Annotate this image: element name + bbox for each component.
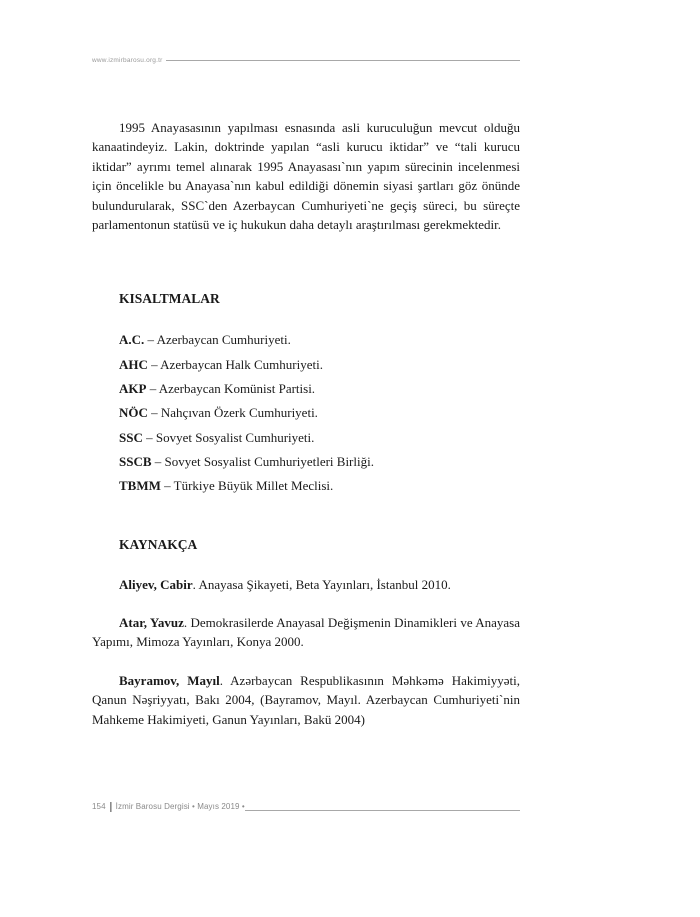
abbr-key: A.C.: [119, 332, 145, 348]
list-item: [92, 353, 520, 377]
page-content: [92, 118, 520, 729]
page-number: 154: [92, 802, 106, 812]
page-footer: [92, 800, 520, 814]
abbr-key: SSCB: [119, 453, 152, 469]
list-item: [92, 328, 520, 352]
list-item: [92, 474, 520, 498]
bibliography-heading: KAYNAKÇA: [119, 536, 198, 552]
header-url: www.izmirbarosu.org.tr: [92, 56, 163, 64]
journal-name: İzmir Barosu Dergisi: [115, 802, 190, 812]
bibliography-entry: [92, 613, 520, 652]
ref-author: Bayramov, Mayıl: [119, 672, 220, 688]
abbr-value: – Sovyet Sosyalist Cumhuriyeti.: [142, 429, 315, 445]
abbr-value: – Nahçıvan Özerk Cumhuriyeti.: [147, 405, 318, 421]
footer-rule: [245, 810, 520, 811]
abbr-key: NÖC: [119, 405, 148, 421]
abbr-value: – Türkiye Büyük Millet Meclisi.: [160, 478, 334, 494]
abbr-key: SSC: [119, 429, 143, 445]
list-item: [92, 377, 520, 401]
abbr-value: – Azerbaycan Cumhuriyeti.: [144, 332, 291, 348]
ref-text: . Anayasa Şikayeti, Beta Yayınları, İstanbul 2010.: [192, 576, 451, 592]
issue-date: Mayıs 2019: [197, 802, 240, 812]
footer-text: 154 İzmir Barosu Dergisi • Mayıs 2019 •: [92, 802, 245, 812]
abbr-key: AKP: [119, 381, 147, 397]
separator-bar-icon: [107, 802, 115, 812]
ref-text: . Azərbaycan Respublikasının Məhkəmə Hakimiyyəti, Qanun Nəşriyyatı, Bakı 2004, (Bayramov, Mayıl. Azerbaycan Cumhuriyeti`nin Mahkeme Hakimiyeti, Ganun Yayınları, Bakü 2004): [92, 672, 520, 727]
abbreviations-heading: KISALTMALAR: [119, 291, 220, 307]
abbr-key: TBMM: [119, 478, 161, 494]
list-item: [92, 401, 520, 425]
abbr-value: – Azerbaycan Komünist Partisi.: [146, 381, 316, 397]
ref-text: . Demokrasilerde Anayasal Değişmenin Dinamikleri ve Anayasa Yapımı, Mimoza Yayınları, Konya 2000.: [92, 614, 520, 650]
bibliography-entry: [92, 671, 520, 729]
list-item: [92, 450, 520, 474]
header-rule: [166, 60, 521, 61]
intro-paragraph: 1995 Anayasasının yapılması esnasında asli kuruculuğun mevcut olduğu kanaatindeyiz. Lakin, doktrinde yapılan “asli kurucu iktidar” ve “tali kurucu iktidar” ayrımı temel alınarak 1995 Anayasası`nın yapım sürecinin incelenmesi için öncelikle bu Anayasa`nın kabul edildiği dönemin siyasi şartları göz önünde bulundurularak, SSC`den Azerbaycan Cumhuriyeti`ne geçiş süreci, bu süreçte parlamentonun statüsü ve iç hukukun daha detaylı araştırılması gerekmektedir.: [92, 120, 520, 233]
abbreviations-list: [92, 328, 520, 498]
list-item: [92, 426, 520, 450]
page-header: [92, 53, 520, 67]
abbr-key: AHC: [119, 356, 148, 372]
ref-author: Aliyev, Cabir: [119, 576, 193, 592]
abbr-value: – Azerbaycan Halk Cumhuriyeti.: [147, 356, 323, 372]
bibliography-entry: [92, 575, 520, 594]
ref-author: Atar, Yavuz: [119, 614, 184, 630]
abbr-value: – Sovyet Sosyalist Cumhuriyetleri Birliği.: [151, 453, 374, 469]
